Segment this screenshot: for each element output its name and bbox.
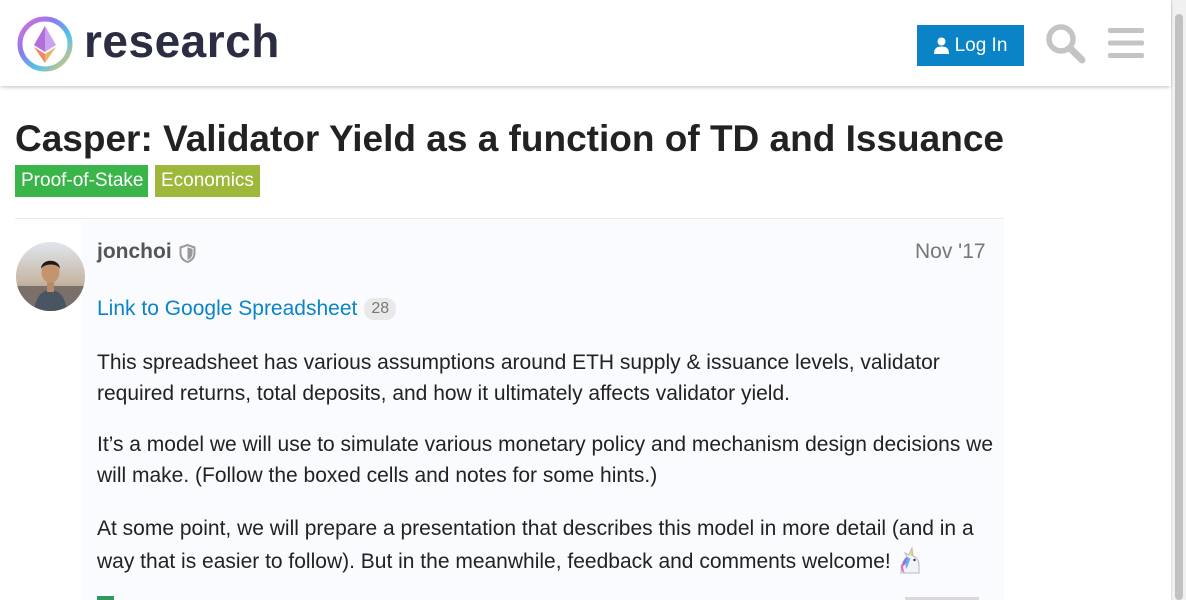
- post-paragraph: It’s a model we will use to simulate various monetary policy and mechanism design decisions we will make. (Follow the boxed cells and notes for some hints.): [97, 433, 994, 487]
- ethereum-logo-icon[interactable]: [16, 15, 74, 73]
- post-author[interactable]: jonchoi: [97, 240, 172, 263]
- avatar[interactable]: [16, 242, 85, 311]
- scrollbar-thumb[interactable]: [1175, 14, 1183, 600]
- avatar-photo: [16, 242, 85, 311]
- post-date[interactable]: Nov '17: [915, 240, 986, 263]
- site-name[interactable]: research: [84, 15, 280, 67]
- link-click-count: 28: [364, 298, 396, 320]
- post-paragraph: This spreadsheet has various assumptions around ETH supply & issuance levels, validator required returns, total deposits, and how it ultimately affects validator yield.: [97, 351, 940, 405]
- unicorn-emoji-icon: [895, 545, 925, 575]
- tag-economics[interactable]: Economics: [155, 165, 260, 197]
- search-icon[interactable]: [1044, 22, 1086, 64]
- login-label: Log In: [954, 34, 1008, 56]
- spreadsheet-link-row: [97, 297, 396, 321]
- user-icon: [934, 37, 949, 54]
- topic-title[interactable]: Casper: Validator Yield as a function of TD and Issuance: [15, 118, 1004, 159]
- hamburger-menu-icon[interactable]: [1108, 26, 1144, 60]
- quote-accent-bar: [97, 596, 114, 600]
- site-header: [0, 0, 1171, 86]
- shield-icon: [179, 244, 196, 263]
- login-button[interactable]: [917, 25, 1024, 66]
- post-paragraph: [97, 512, 997, 578]
- page-scrollbar[interactable]: [1171, 0, 1186, 600]
- topic-divider: [15, 218, 1004, 219]
- post-paragraph-text: At some point, we will prepare a presentation that describes this model in more detail (and in a way that is easier to follow). But in the meanwhile, feedback and comments welcome!: [97, 517, 974, 573]
- tag-proof-of-stake[interactable]: Proof-of-Stake: [15, 165, 148, 197]
- spreadsheet-link[interactable]: Link to Google Spreadsheet: [97, 297, 358, 320]
